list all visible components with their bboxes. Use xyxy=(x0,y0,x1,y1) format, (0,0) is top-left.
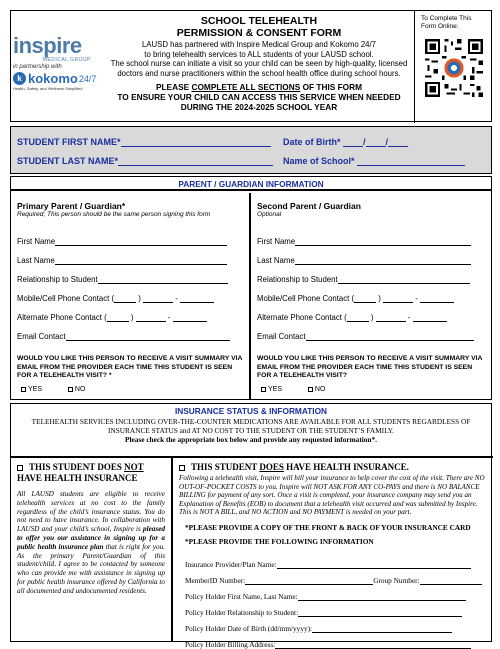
primary-visit-summary-question: WOULD YOU LIKE THIS PERSON TO RECEIVE A VISIT SUMMARY VIA EMAIL FROM THE PROVIDER EACH TIME THIS STUDENT IS SEEN FOR A TELEHEALTH VISIT? * xyxy=(17,355,243,379)
primary-relationship-field[interactable] xyxy=(98,276,228,284)
provider-row xyxy=(185,560,471,569)
consent-form xyxy=(10,10,492,649)
second-visit-summary-question: WOULD YOU LIKE THIS PERSON TO RECEIVE A VISIT SUMMARY VIA EMAIL FROM THE PROVIDER EACH TIME THIS STUDENT IS SEEN FOR A TELEHEALTH VISIT? xyxy=(257,355,483,379)
second-email-row xyxy=(257,332,474,341)
first-name-label: First Name xyxy=(17,237,56,246)
second-first-name-field[interactable] xyxy=(295,238,471,246)
insurance-section xyxy=(10,403,492,649)
has-insurance-checkbox[interactable] xyxy=(179,465,185,471)
primary-mobile-prefix-field[interactable] xyxy=(143,295,173,303)
primary-mobile-row xyxy=(17,294,214,303)
first-name-label: First Name xyxy=(257,237,296,246)
paren-close: ) xyxy=(130,313,134,322)
yes-label: YES xyxy=(268,386,283,393)
has-insurance-title-pre: THIS STUDENT xyxy=(191,462,260,472)
second-mobile-prefix-field[interactable] xyxy=(383,295,413,303)
holder-dob-field[interactable] xyxy=(312,625,452,633)
second-alt-line-field[interactable] xyxy=(413,314,447,322)
kokomo-tagline: Health, Safety, and Wellness Simplified xyxy=(13,86,83,91)
member-label: MemberID Number: xyxy=(185,576,246,585)
second-yes-no xyxy=(261,386,325,393)
primary-first-name-field[interactable] xyxy=(55,238,227,246)
no-label: NO xyxy=(314,386,326,393)
primary-relationship-row xyxy=(17,275,228,284)
form-title: SCHOOL TELEHEALTH xyxy=(200,15,318,27)
no-insurance-body-part: All LAUSD students are eligible to receive telehealth services at no cost to the family regardless of the child’s insurance status. You do not need to have insurance. In collaboration with LAUSD and your child’s school, Inspire is xyxy=(17,490,165,534)
instructions-pre: PLEASE xyxy=(155,82,192,92)
has-insurance-body: Following a telehealth visit, Inspire will bill your insurance to help cover the cost of the visit. There are NO OUT-OF-POCKET COSTS to you. Inspire will NOT ASK FOR ANY CO-PAYS and there is NO BALANCE BILLING for payment of any sort. Once a visit is completed, your insurance company may send you an Explanation of Benefits (EOB) to document that a telehealth visit occurred and was submitted by Inspire. This is NOT A BILL, and NO ACTION and NO PAYMENT is needed on your part. xyxy=(179,474,485,516)
dash: - xyxy=(415,294,418,303)
student-last-name-label: STUDENT LAST NAME* xyxy=(17,156,118,166)
school-row xyxy=(283,156,465,166)
insurance-desc-line: Please check the appropriate box below and provide any requested information*. xyxy=(125,435,377,444)
no-insurance-title xyxy=(11,458,171,484)
primary-mobile-line-field[interactable] xyxy=(180,295,214,303)
desc-line: The school nurse can initiate a visit so your child can be seen by high-quality, licensed xyxy=(110,59,408,68)
dash: - xyxy=(407,313,411,322)
second-first-name-row xyxy=(257,237,471,246)
instructions-underlined: COMPLETE ALL SECTIONS xyxy=(191,82,301,92)
holder-address-field[interactable] xyxy=(275,641,471,649)
form-header xyxy=(10,10,492,122)
primary-email-field[interactable] xyxy=(66,333,230,341)
instructions-line1 xyxy=(109,82,409,92)
dob-year-field[interactable] xyxy=(385,137,408,147)
second-no-checkbox[interactable] xyxy=(308,387,313,392)
primary-parent-title: Primary Parent / Guardian* xyxy=(17,201,126,211)
holder-dob-row xyxy=(185,624,452,633)
instructions xyxy=(109,82,409,112)
primary-alternate-row xyxy=(17,313,207,322)
student-first-name-row xyxy=(17,137,271,147)
has-insurance-column xyxy=(173,456,493,649)
relationship-label: Relationship to Student xyxy=(257,275,338,284)
primary-mobile-area-field[interactable] xyxy=(114,295,136,303)
student-info-band xyxy=(10,126,492,174)
instructions-line3: DURING THE 2024-2025 SCHOOL YEAR xyxy=(180,102,338,112)
email-label: Email Contact xyxy=(17,332,66,341)
holder-name-row xyxy=(185,592,466,601)
student-last-name-row xyxy=(17,156,273,166)
second-mobile-line-field[interactable] xyxy=(420,295,454,303)
paren-close: ) xyxy=(378,294,381,303)
second-alt-area-field[interactable] xyxy=(347,314,369,322)
mobile-label: Mobile/Cell Phone Contact ( xyxy=(257,294,355,303)
kokomo-logo xyxy=(13,71,105,86)
insurance-info-request: *PLEASE PROVIDE THE FOLLOWING INFORMATION xyxy=(185,536,374,546)
no-insurance-title-line1 xyxy=(17,462,171,473)
second-mobile-row xyxy=(257,294,454,303)
no-insurance-checkbox[interactable] xyxy=(17,465,23,471)
school-label: Name of School* xyxy=(283,156,355,166)
parent-section-heading: PARENT / GUARDIAN INFORMATION xyxy=(11,177,491,191)
qr-label-line: To Complete This xyxy=(421,15,472,22)
form-subtitle: PERMISSION & CONSENT FORM xyxy=(176,27,342,39)
second-alt-prefix-field[interactable] xyxy=(376,314,406,322)
logo xyxy=(13,35,105,99)
holder-dob-label: Policy Holder Date of Birth (dd/mm/yyyy): xyxy=(185,624,313,633)
last-name-label: Last Name xyxy=(257,256,295,265)
yes-label: YES xyxy=(28,386,43,393)
holder-name-label: Policy Holder First Name, Last Name: xyxy=(185,592,298,601)
second-parent-column xyxy=(251,193,491,399)
mobile-label: Mobile/Cell Phone Contact ( xyxy=(17,294,115,303)
dash: - xyxy=(167,313,171,322)
holder-relationship-row xyxy=(185,608,462,617)
school-field[interactable] xyxy=(357,157,465,166)
holder-name-field[interactable] xyxy=(298,593,466,601)
provider-label: Insurance Provider/Plan Name: xyxy=(185,560,277,569)
insurance-desc-line: TELEHEALTH SERVICES INCLUDING OVER-THE-COUNTER MEDICATIONS ARE AVAILABLE FOR ALL STUDENTS REGARDLESS OF xyxy=(31,417,471,426)
qr-panel xyxy=(414,11,493,123)
primary-no-checkbox[interactable] xyxy=(68,387,73,392)
dob-row xyxy=(283,137,408,147)
dob-month-field[interactable] xyxy=(343,138,363,147)
primary-alt-prefix-field[interactable] xyxy=(136,314,166,322)
second-email-field[interactable] xyxy=(306,333,474,341)
kokomo-logo-247: 24/7 xyxy=(78,73,97,84)
qr-code-icon[interactable] xyxy=(423,37,485,99)
second-parent-subtitle: Optional xyxy=(257,211,282,218)
desc-line: doctors and nurse practitioners within the school health office during school hours. xyxy=(117,68,401,78)
kokomo-icon: k xyxy=(13,72,26,85)
no-label: NO xyxy=(74,386,86,393)
second-relationship-row xyxy=(257,275,470,284)
email-label: Email Contact xyxy=(257,332,306,341)
instructions-post: OF THIS FORM xyxy=(300,82,363,92)
holder-address-label: Policy Holder Billing Address: xyxy=(185,640,276,649)
no-insurance-body-bold: pleased to offer you our assistance in signing up for a public health insurance plan xyxy=(17,525,165,551)
no-insurance-title-pre: THIS STUDENT DOES xyxy=(29,462,125,472)
dob-day-field[interactable] xyxy=(366,138,386,147)
qr-label xyxy=(415,11,493,31)
last-name-label: Last Name xyxy=(17,256,55,265)
title-block xyxy=(109,15,409,112)
provider-field[interactable] xyxy=(277,561,471,569)
insurance-desc-line: INSURANCE STATUS and AT NO COST TO THE STUDENT OR THE STUDENT’S FAMILY. xyxy=(108,426,394,435)
primary-parent-column xyxy=(11,193,251,399)
second-last-name-row xyxy=(257,256,471,265)
no-insurance-title-line2: HAVE HEALTH INSURANCE xyxy=(17,473,138,483)
desc-line: to bring telehealth services to ALL students of your LAUSD school. xyxy=(144,49,374,59)
has-insurance-title-post: HAVE HEALTH INSURANCE. xyxy=(283,462,409,472)
insurance-description xyxy=(11,417,491,444)
primary-last-name-field[interactable] xyxy=(55,257,227,265)
second-parent-title: Second Parent / Guardian xyxy=(257,201,361,211)
second-last-name-field[interactable] xyxy=(295,257,471,265)
alternate-label: Alternate Phone Contact ( xyxy=(257,313,347,322)
primary-first-name-row xyxy=(17,237,227,246)
form-description xyxy=(109,40,409,78)
primary-email-row xyxy=(17,332,230,341)
inspire-logo-sub: MEDICAL GROUP xyxy=(42,57,91,63)
second-yes-checkbox[interactable] xyxy=(261,387,266,392)
second-mobile-area-field[interactable] xyxy=(354,295,376,303)
inspire-logo-text: inspire xyxy=(13,33,82,58)
group-label: Group Number: xyxy=(373,576,420,585)
primary-parent-subtitle: Required; This person should be the same person signing this form xyxy=(17,211,211,218)
primary-yes-checkbox[interactable] xyxy=(21,387,26,392)
member-row xyxy=(185,576,482,585)
has-insurance-title xyxy=(173,458,493,473)
insurance-card-request: *PLEASE PROVIDE A COPY OF THE FRONT & BACK OF YOUR INSURANCE CARD xyxy=(185,522,471,532)
qr-label-line: Form Online: xyxy=(421,23,459,30)
student-first-name-label: STUDENT FIRST NAME* xyxy=(17,137,121,147)
no-insurance-title-underlined: NOT xyxy=(124,462,144,472)
group-field[interactable] xyxy=(420,577,482,585)
primary-alt-line-field[interactable] xyxy=(173,314,207,322)
has-insurance-title-underlined: DOES xyxy=(259,462,284,472)
primary-last-name-row xyxy=(17,256,227,265)
paren-close: ) xyxy=(370,313,374,322)
holder-relationship-field[interactable] xyxy=(298,609,462,617)
dob-sep: / xyxy=(385,137,389,147)
paren-close: ) xyxy=(138,294,141,303)
dob-label: Date of Birth* xyxy=(283,137,341,147)
dash: - xyxy=(175,294,178,303)
relationship-label: Relationship to Student xyxy=(17,275,98,284)
desc-line: LAUSD has partnered with Inspire Medical Group and Kokomo 24/7 xyxy=(141,40,377,49)
partner-text: in partnership with xyxy=(13,64,62,70)
no-insurance-body xyxy=(11,484,171,596)
holder-address-row xyxy=(185,640,471,649)
student-last-name-field[interactable] xyxy=(118,157,273,166)
second-alternate-row xyxy=(257,313,447,322)
insurance-heading: INSURANCE STATUS & INFORMATION xyxy=(174,406,328,416)
primary-yes-no xyxy=(21,386,85,393)
instructions-line2: TO ENSURE YOUR CHILD CAN ACCESS THIS SERVICE WHEN NEEDED xyxy=(117,92,401,102)
no-insurance-column xyxy=(11,456,173,642)
kokomo-logo-text: kokomo xyxy=(28,71,78,86)
parent-section xyxy=(10,176,492,400)
holder-relationship-label: Policy Holder Relationship to Student: xyxy=(185,608,299,617)
alternate-label: Alternate Phone Contact ( xyxy=(17,313,107,322)
second-relationship-field[interactable] xyxy=(338,276,470,284)
student-first-name-field[interactable] xyxy=(121,138,271,147)
no-insurance-body-part: that is right for you. As the primary Parent/Guardian of this student/child, I agree to be contacted by someone who can provide me with assistance in signing up for public health insurance offered by California to all documented and undocumented residents. xyxy=(17,542,165,595)
primary-alt-area-field[interactable] xyxy=(107,314,129,322)
member-field[interactable] xyxy=(245,577,373,585)
dob-sep: / xyxy=(363,137,366,147)
